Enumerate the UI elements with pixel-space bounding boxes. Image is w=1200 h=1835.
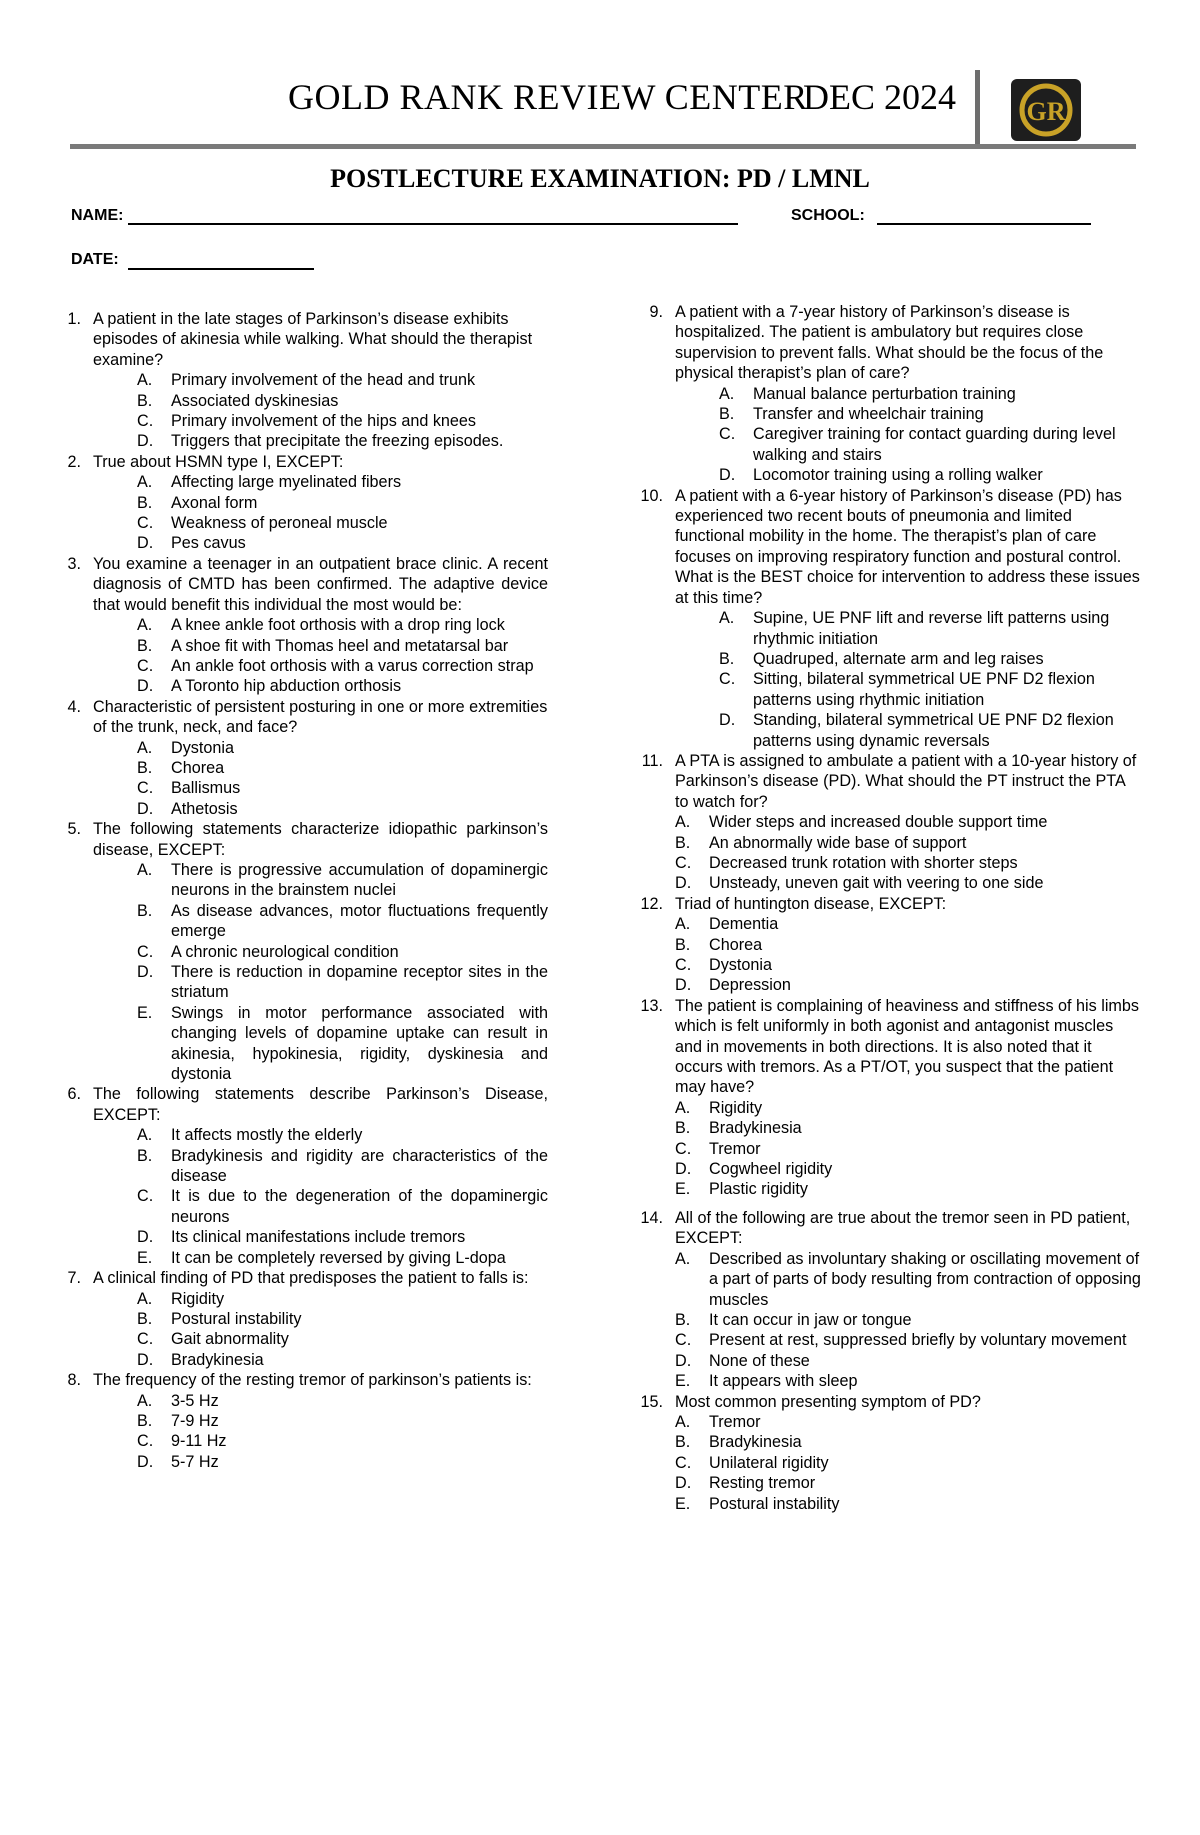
answer-option[interactable]	[137, 1329, 548, 1349]
option-text: It is due to the degeneration of the dopaminergic neurons	[171, 1187, 548, 1226]
question-body	[663, 1208, 1142, 1392]
option-letter: D.	[719, 711, 736, 730]
option-text: It can be completely reversed by giving L-dopa	[171, 1248, 506, 1267]
option-letter: A.	[137, 371, 153, 390]
name-label: NAME:	[71, 207, 124, 224]
answer-option[interactable]	[137, 758, 548, 778]
question-body	[81, 819, 548, 1084]
option-letter: A.	[137, 1391, 153, 1410]
center-name: GOLD RANK REVIEW CENTER	[288, 77, 808, 117]
option-letter: B.	[675, 935, 691, 954]
option-text: Postural instability	[709, 1494, 840, 1513]
gr-logo	[1010, 78, 1082, 142]
option-text: Caregiver training for contact guarding during level walking and stairs	[753, 425, 1116, 464]
answer-option[interactable]	[675, 1179, 1142, 1199]
answer-option[interactable]	[675, 975, 1142, 995]
option-text: A Toronto hip abduction orthosis	[171, 677, 402, 696]
answer-option[interactable]	[719, 384, 1142, 404]
answer-options	[675, 1098, 1142, 1200]
question-number: 7.	[67, 1269, 81, 1288]
answer-option[interactable]	[137, 860, 548, 901]
option-text: Primary involvement of the hips and knees	[171, 412, 477, 431]
option-letter: E.	[137, 1003, 153, 1022]
answer-option[interactable]	[137, 1411, 548, 1431]
question-15	[637, 1392, 1142, 1514]
option-letter: C.	[137, 779, 154, 798]
question-number: 15.	[640, 1392, 663, 1411]
question-2	[55, 452, 548, 554]
option-letter: C.	[137, 412, 154, 431]
option-text: Depression	[709, 976, 791, 995]
answer-option[interactable]	[137, 1186, 548, 1227]
option-letter: B.	[137, 1411, 153, 1430]
option-letter: B.	[719, 649, 735, 668]
answer-option[interactable]	[137, 1003, 548, 1085]
answer-option[interactable]	[137, 533, 548, 553]
option-text: Standing, bilateral symmetrical UE PNF D2 flexion patterns using dynamic reversals	[753, 711, 1114, 750]
question-9	[637, 302, 1142, 486]
option-text: Decreased trunk rotation with shorter steps	[709, 853, 1018, 872]
question-body	[663, 751, 1142, 894]
answer-options	[93, 1391, 548, 1473]
answer-option[interactable]	[137, 901, 548, 942]
question-text: Characteristic of persistent posturing in one or more extremities of the trunk, neck, and face?	[93, 697, 548, 737]
option-letter: B.	[675, 1433, 691, 1452]
option-text: Swings in motor performance associated with changing levels of dopamine uptake can result in akinesia, hypokinesia, rigidity, dyskinesia and dystonia	[171, 1003, 548, 1084]
option-text: It affects mostly the elderly	[171, 1126, 363, 1145]
answer-options	[675, 812, 1142, 894]
option-text: Tremor	[709, 1139, 761, 1158]
option-text: Unilateral rigidity	[709, 1453, 829, 1472]
question-number: 11.	[641, 751, 663, 770]
answer-option[interactable]	[719, 710, 1142, 751]
question-8	[55, 1370, 548, 1472]
question-text: Most common presenting symptom of PD?	[675, 1392, 981, 1411]
question-number: 5.	[67, 820, 81, 839]
option-text: There is reduction in dopamine receptor sites in the striatum	[171, 963, 548, 1002]
option-text: Chorea	[709, 935, 763, 954]
option-text: Athetosis	[171, 799, 238, 818]
question-text: You examine a teenager in an outpatient brace clinic. A recent diagnosis of CMTD has been confirmed. The adaptive device that would benefit this individual the most would be:	[93, 554, 548, 614]
question-body	[81, 1370, 548, 1472]
answer-option[interactable]	[137, 391, 548, 411]
answer-option[interactable]	[137, 738, 548, 758]
option-letter: D.	[137, 963, 154, 981]
option-text: Locomotor training using a rolling walker	[753, 466, 1043, 485]
option-text: Sitting, bilateral symmetrical UE PNF D2 flexion patterns using rhythmic initiation	[753, 670, 1095, 709]
answer-options	[675, 914, 1142, 996]
option-text: Supine, UE PNF lift and reverse lift patterns using rhythmic initiation	[753, 609, 1110, 648]
option-letter: D.	[137, 1228, 154, 1247]
question-body	[81, 1084, 548, 1268]
question-number: 10.	[640, 486, 663, 505]
answer-option[interactable]	[137, 1391, 548, 1411]
option-text: Bradykinesia	[709, 1119, 802, 1138]
option-letter: B.	[137, 493, 153, 512]
question-body	[663, 1392, 1142, 1514]
question-14	[637, 1208, 1142, 1392]
option-letter: D.	[137, 1350, 154, 1369]
answer-option[interactable]	[137, 370, 548, 390]
option-letter: B.	[137, 636, 153, 655]
answer-option[interactable]	[675, 873, 1142, 893]
option-letter: C.	[719, 670, 736, 689]
option-letter: D.	[675, 976, 692, 995]
option-text: Resting tremor	[709, 1474, 816, 1493]
answer-options	[93, 472, 548, 554]
option-letter: E.	[675, 1494, 691, 1513]
header-divider	[975, 70, 980, 146]
school-field[interactable]	[877, 223, 1091, 225]
option-letter: A.	[675, 1249, 691, 1268]
answer-option[interactable]	[137, 472, 548, 492]
answer-options	[675, 384, 1142, 486]
answer-option[interactable]	[675, 1351, 1142, 1371]
option-letter: C.	[675, 956, 692, 974]
option-text: Triggers that precipitate the freezing episodes.	[171, 432, 504, 451]
option-text: Plastic rigidity	[709, 1180, 808, 1199]
question-body	[663, 302, 1142, 486]
option-letter: A.	[137, 738, 153, 757]
question-text: A clinical finding of PD that predisposes the patient to falls is:	[93, 1269, 529, 1288]
option-letter: D.	[137, 799, 154, 818]
answer-option[interactable]	[137, 942, 548, 962]
answer-option[interactable]	[675, 812, 1142, 832]
option-text: Affecting large myelinated fibers	[171, 473, 402, 492]
left-column	[55, 309, 548, 1472]
option-text: Rigidity	[709, 1098, 763, 1117]
answer-option[interactable]	[137, 656, 548, 676]
question-text: A patient in the late stages of Parkinson’s disease exhibits episodes of akinesia while walking. What should the therapist examine?	[93, 310, 533, 369]
question-number: 3.	[67, 554, 81, 573]
option-letter: B.	[675, 1119, 691, 1138]
option-letter: C.	[675, 1453, 692, 1472]
question-number: 9.	[649, 303, 663, 321]
option-text: None of these	[709, 1351, 810, 1370]
option-text: Dystonia	[171, 738, 234, 757]
answer-option[interactable]	[719, 649, 1142, 669]
option-text: Bradykinesis and rigidity are characteristics of the disease	[171, 1146, 548, 1186]
answer-option[interactable]	[675, 1098, 1142, 1118]
question-text: The following statements characterize idiopathic parkinson’s disease, EXCEPT:	[93, 820, 548, 859]
question-number: 6.	[67, 1085, 81, 1104]
option-letter: B.	[137, 901, 153, 920]
answer-option[interactable]	[675, 853, 1142, 873]
question-number: 12.	[640, 894, 663, 913]
answer-options	[93, 615, 548, 697]
answer-options	[93, 1125, 548, 1268]
option-letter: C.	[137, 942, 154, 961]
option-text: A knee ankle foot orthosis with a drop ring lock	[171, 616, 505, 635]
answer-option[interactable]	[675, 1432, 1142, 1452]
option-text: Its clinical manifestations include tremors	[171, 1228, 466, 1247]
answer-option[interactable]	[137, 411, 548, 431]
answer-option[interactable]	[137, 1452, 548, 1472]
option-text: Wider steps and increased double support time	[709, 813, 1048, 832]
answer-option[interactable]	[137, 1248, 548, 1268]
question-body	[81, 697, 548, 819]
question-body	[81, 452, 548, 554]
option-letter: B.	[137, 391, 153, 410]
answer-option[interactable]	[137, 1289, 548, 1309]
option-text: Cogwheel rigidity	[709, 1160, 833, 1179]
question-number: 14.	[640, 1208, 663, 1227]
question-text: A patient with a 6-year history of Parkinson’s disease (PD) has experienced two recent bouts of pneumonia and limited functional mobility in the home. The therapist’s plan of care focuses on improving respiratory function and postural control. What is the BEST choice for intervention to address these issues at this time?	[675, 486, 1140, 607]
answer-option[interactable]	[137, 431, 548, 451]
option-letter: C.	[719, 425, 736, 444]
option-text: Associated dyskinesias	[171, 391, 339, 410]
option-text: A chronic neurological condition	[171, 942, 399, 961]
option-letter: E.	[675, 1372, 691, 1391]
answer-option[interactable]	[675, 1310, 1142, 1330]
answer-option[interactable]	[675, 1330, 1142, 1350]
answer-option[interactable]	[719, 404, 1142, 424]
date-label: DATE:	[71, 251, 119, 268]
answer-option[interactable]	[675, 1473, 1142, 1493]
option-letter: B.	[719, 405, 735, 424]
name-field[interactable]	[128, 223, 738, 225]
question-body	[663, 996, 1142, 1200]
option-letter: D.	[137, 677, 154, 696]
answer-options	[93, 738, 548, 820]
answer-options	[93, 370, 548, 452]
option-letter: D.	[137, 534, 154, 553]
option-letter: A.	[719, 609, 735, 628]
option-text: An abnormally wide base of support	[709, 833, 967, 852]
option-text: 3-5 Hz	[171, 1391, 219, 1410]
answer-option[interactable]	[137, 615, 548, 635]
option-letter: D.	[719, 466, 736, 485]
option-letter: E.	[675, 1180, 691, 1199]
option-text: Transfer and wheelchair training	[753, 405, 984, 424]
answer-option[interactable]	[137, 1125, 548, 1145]
exam-title: POSTLECTURE EXAMINATION: PD / LMNL	[330, 164, 870, 193]
answer-option[interactable]	[675, 1371, 1142, 1391]
question-number: 1.	[67, 310, 81, 328]
answer-option[interactable]	[137, 962, 548, 1003]
option-letter: C.	[137, 656, 154, 675]
option-letter: A.	[675, 1412, 691, 1431]
answer-option[interactable]	[137, 799, 548, 819]
answer-option[interactable]	[719, 669, 1142, 710]
option-letter: A.	[719, 384, 735, 403]
option-text: Weakness of peroneal muscle	[171, 514, 388, 533]
option-letter: D.	[675, 1351, 692, 1370]
option-text: Postural instability	[171, 1309, 302, 1328]
option-text: As disease advances, motor fluctuations frequently emerge	[171, 901, 548, 941]
option-text: Axonal form	[171, 493, 258, 512]
answer-option[interactable]	[675, 935, 1142, 955]
option-text: Described as involuntary shaking or oscillating movement of a part of parts of body resulting from contraction of opposing muscles	[709, 1249, 1141, 1309]
option-text: Quadruped, alternate arm and leg raises	[753, 649, 1044, 668]
answer-option[interactable]	[137, 778, 548, 798]
option-letter: B.	[137, 1146, 153, 1165]
option-text: Bradykinesia	[709, 1433, 802, 1452]
option-text: It can occur in jaw or tongue	[709, 1310, 912, 1329]
answer-option[interactable]	[719, 465, 1142, 485]
option-letter: C.	[137, 514, 154, 533]
question-10	[637, 486, 1142, 751]
answer-option[interactable]	[137, 493, 548, 513]
question-text: Triad of huntington disease, EXCEPT:	[675, 894, 947, 913]
option-text: Gait abnormality	[171, 1330, 289, 1349]
answer-options	[675, 608, 1142, 751]
answer-option[interactable]	[675, 1453, 1142, 1473]
question-number: 4.	[67, 697, 81, 716]
answer-option[interactable]	[675, 1249, 1142, 1310]
question-12	[637, 894, 1142, 996]
option-letter: C.	[675, 853, 692, 872]
option-letter: A.	[675, 915, 691, 934]
option-letter: B.	[137, 1309, 153, 1328]
option-letter: D.	[675, 1474, 692, 1493]
option-letter: A.	[675, 1098, 691, 1117]
option-text: Unsteady, uneven gait with veering to one side	[709, 874, 1044, 893]
option-letter: C.	[675, 1139, 692, 1158]
answer-option[interactable]	[719, 608, 1142, 649]
question-3	[55, 554, 548, 697]
question-text: All of the following are true about the tremor seen in PD patient, EXCEPT:	[675, 1208, 1131, 1248]
question-text: True about HSMN type I, EXCEPT:	[93, 452, 344, 471]
question-11	[637, 751, 1142, 894]
option-letter: D.	[137, 432, 154, 451]
answer-option[interactable]	[137, 1309, 548, 1329]
option-letter: C.	[675, 1331, 692, 1350]
answer-option[interactable]	[137, 513, 548, 533]
question-text: The following statements describe Parkinson’s Disease, EXCEPT:	[93, 1085, 548, 1124]
question-body	[663, 894, 1142, 996]
header-date: DEC 2024	[803, 77, 956, 117]
question-gap	[637, 1200, 1142, 1208]
option-text: A shoe fit with Thomas heel and metatarsal bar	[171, 636, 509, 655]
option-letter: A.	[137, 1126, 153, 1145]
answer-option[interactable]	[137, 636, 548, 656]
answer-options	[93, 860, 548, 1084]
option-letter: A.	[137, 473, 153, 492]
question-1	[55, 309, 548, 452]
answer-option[interactable]	[137, 1227, 548, 1247]
answer-option[interactable]	[675, 955, 1142, 975]
option-text: 7-9 Hz	[171, 1411, 219, 1430]
answer-option[interactable]	[137, 1350, 548, 1370]
option-letter: C.	[137, 1432, 154, 1451]
option-letter: C.	[137, 1330, 154, 1349]
option-text: 5-7 Hz	[171, 1452, 219, 1471]
answer-option[interactable]	[675, 833, 1142, 853]
answer-option[interactable]	[675, 1494, 1142, 1514]
option-text: Ballismus	[171, 779, 241, 798]
question-number: 13.	[640, 996, 663, 1015]
question-body	[81, 309, 548, 452]
header-rule	[70, 144, 1136, 149]
option-letter: D.	[675, 1160, 692, 1179]
option-letter: A.	[137, 616, 153, 635]
option-letter: A.	[137, 860, 153, 879]
option-text: There is progressive accumulation of dopaminergic neurons in the brainstem nuclei	[171, 860, 548, 900]
option-letter: D.	[675, 874, 692, 893]
option-letter: B.	[675, 1310, 691, 1329]
answer-option[interactable]	[137, 1146, 548, 1187]
question-7	[55, 1268, 548, 1370]
option-letter: A.	[675, 813, 691, 832]
answer-option[interactable]	[675, 1159, 1142, 1179]
logo-text: GR	[1026, 97, 1066, 126]
option-text: Manual balance perturbation training	[753, 384, 1016, 403]
answer-option[interactable]	[137, 1431, 548, 1451]
question-text: The patient is complaining of heaviness and stiffness of his limbs which is felt uniformly in both agonist and antagonist muscles and in movements in both directions. It is also noted that it occurs with tremors. As a PT/OT, you suspect that the patient may have?	[675, 996, 1139, 1097]
question-number: 8.	[67, 1371, 81, 1390]
option-text: Rigidity	[171, 1289, 225, 1308]
question-body	[81, 554, 548, 697]
school-label: SCHOOL:	[791, 207, 865, 224]
option-text: Pes cavus	[171, 534, 246, 553]
question-body	[81, 1268, 548, 1370]
option-text: Chorea	[171, 758, 225, 777]
option-text: Tremor	[709, 1412, 761, 1431]
answer-options	[675, 1412, 1142, 1514]
question-text: A patient with a 7-year history of Parkinson’s disease is hospitalized. The patient is ambulatory but requires close supervision to prevent falls. What should be the focus of the physical therapist’s plan of care?	[675, 303, 1104, 383]
option-letter: E.	[137, 1248, 153, 1267]
answer-options	[675, 1249, 1142, 1392]
answer-options	[93, 1289, 548, 1371]
answer-option[interactable]	[675, 1139, 1142, 1159]
right-column	[637, 302, 1142, 1514]
option-text: Primary involvement of the head and trunk	[171, 371, 476, 390]
question-4	[55, 697, 548, 819]
option-text: It appears with sleep	[709, 1372, 858, 1391]
option-letter: B.	[137, 758, 153, 777]
answer-option[interactable]	[719, 424, 1142, 465]
date-field[interactable]	[128, 268, 314, 270]
answer-option[interactable]	[675, 1118, 1142, 1138]
answer-option[interactable]	[675, 1412, 1142, 1432]
question-text: The frequency of the resting tremor of parkinson’s patients is:	[93, 1371, 532, 1390]
question-6	[55, 1084, 548, 1268]
question-5	[55, 819, 548, 1084]
question-text: A PTA is assigned to ambulate a patient with a 10-year history of Parkinson’s disease (PD). What should the PT instruct the PTA to watch for?	[675, 751, 1137, 811]
option-letter: B.	[675, 833, 691, 852]
question-body	[663, 486, 1142, 751]
question-13	[637, 996, 1142, 1200]
option-letter: C.	[137, 1187, 154, 1206]
answer-option[interactable]	[675, 914, 1142, 934]
option-text: 9-11 Hz	[171, 1432, 227, 1451]
option-letter: A.	[137, 1289, 153, 1308]
question-number: 2.	[67, 452, 81, 471]
option-text: An ankle foot orthosis with a varus correction strap	[171, 656, 534, 675]
answer-option[interactable]	[137, 676, 548, 696]
option-text: Bradykinesia	[171, 1350, 264, 1369]
option-text: Dementia	[709, 915, 779, 934]
option-text: Dystonia	[709, 956, 772, 974]
option-text: Present at rest, suppressed briefly by voluntary movement	[709, 1331, 1127, 1350]
option-letter: D.	[137, 1452, 154, 1471]
